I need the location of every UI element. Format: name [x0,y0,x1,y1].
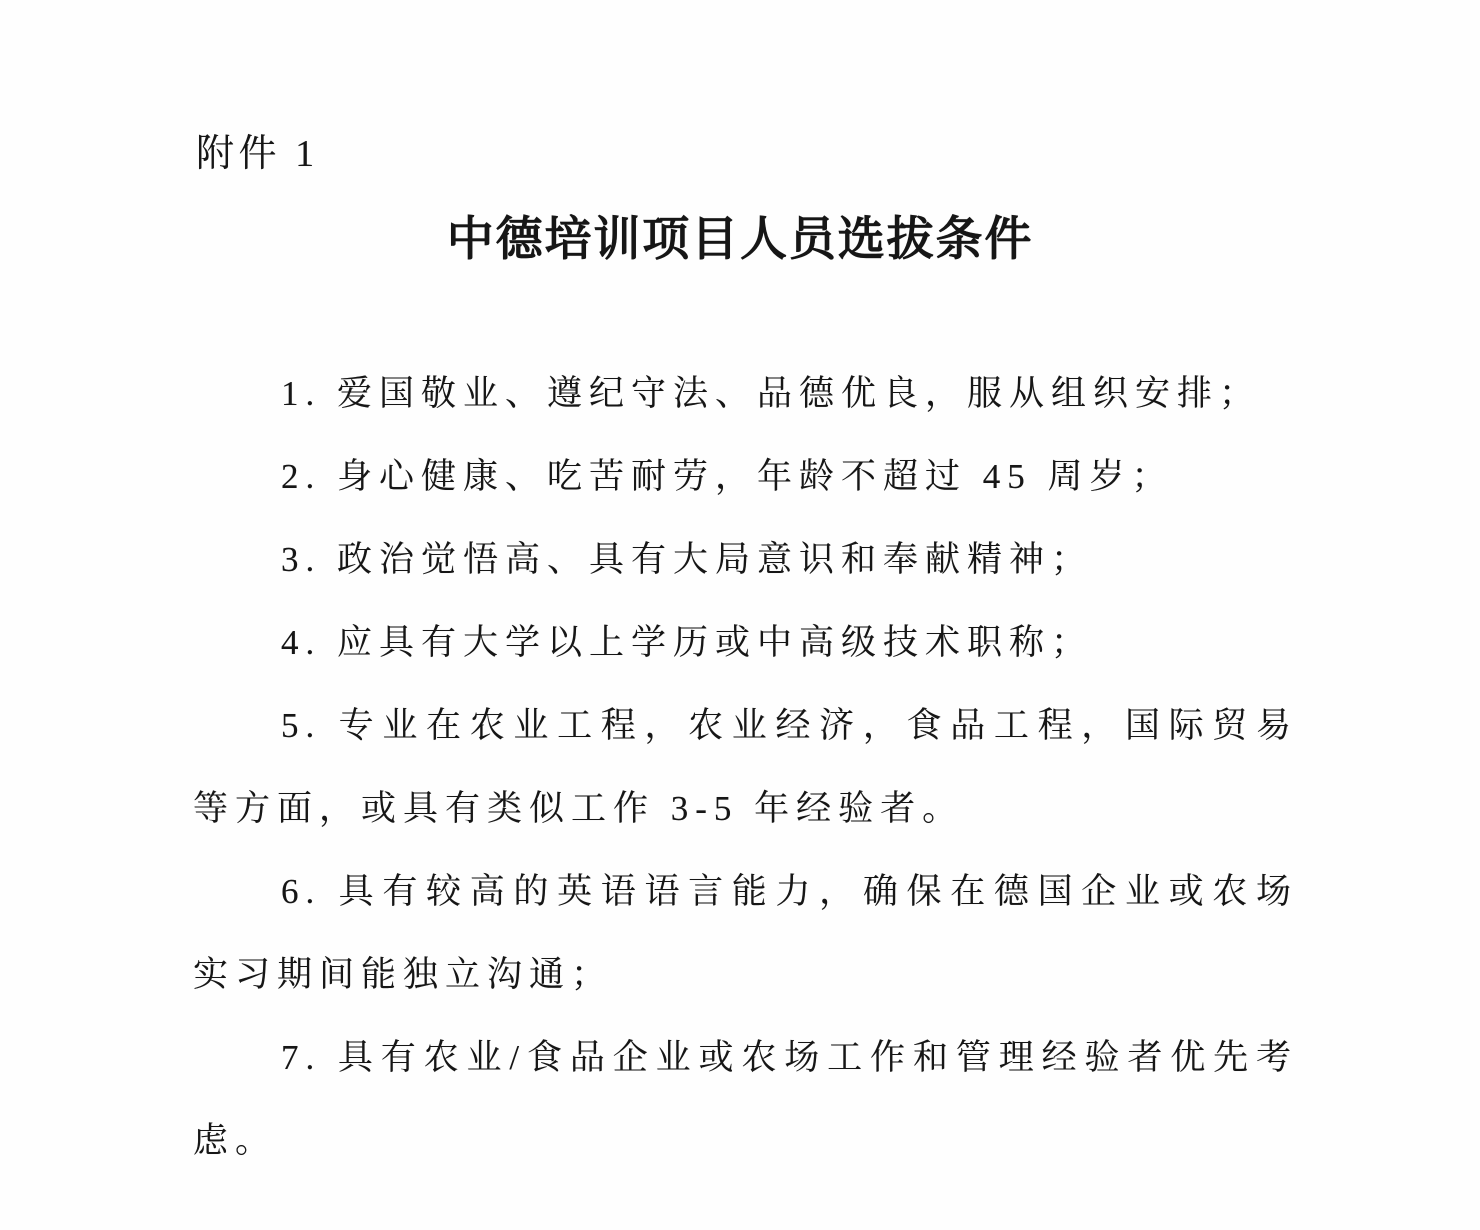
list-item-5: 5. 专业在农业工程，农业经济，食品工程，国际贸易等方面，或具有类似工作 3-5 年经验者。 [193,706,1298,828]
document-title: 中德培训项目人员选拔条件 [446,214,1034,266]
list-item-2: 2. 身心健康、吃苦耐劳，年龄不超过 45 周岁； [281,457,1174,496]
list-item-7: 7. 具有农业/食品企业或农场工作和管理经验者优先考虑。 [193,1038,1298,1160]
document-body [193,352,1298,1182]
list-item-3: 3. 政治觉悟高、具有大局意识和奉献精神； [281,540,1094,579]
list-item-1: 1. 爱国敬业、遵纪守法、品德优良，服从组织安排； [281,374,1262,413]
list-item-4: 4. 应具有大学以上学历或中高级技术职称； [281,623,1094,662]
attachment-label: 附件 1 [196,133,319,175]
list-item-6: 6. 具有较高的英语语言能力，确保在德国企业或农场实习期间能独立沟通； [193,872,1298,994]
